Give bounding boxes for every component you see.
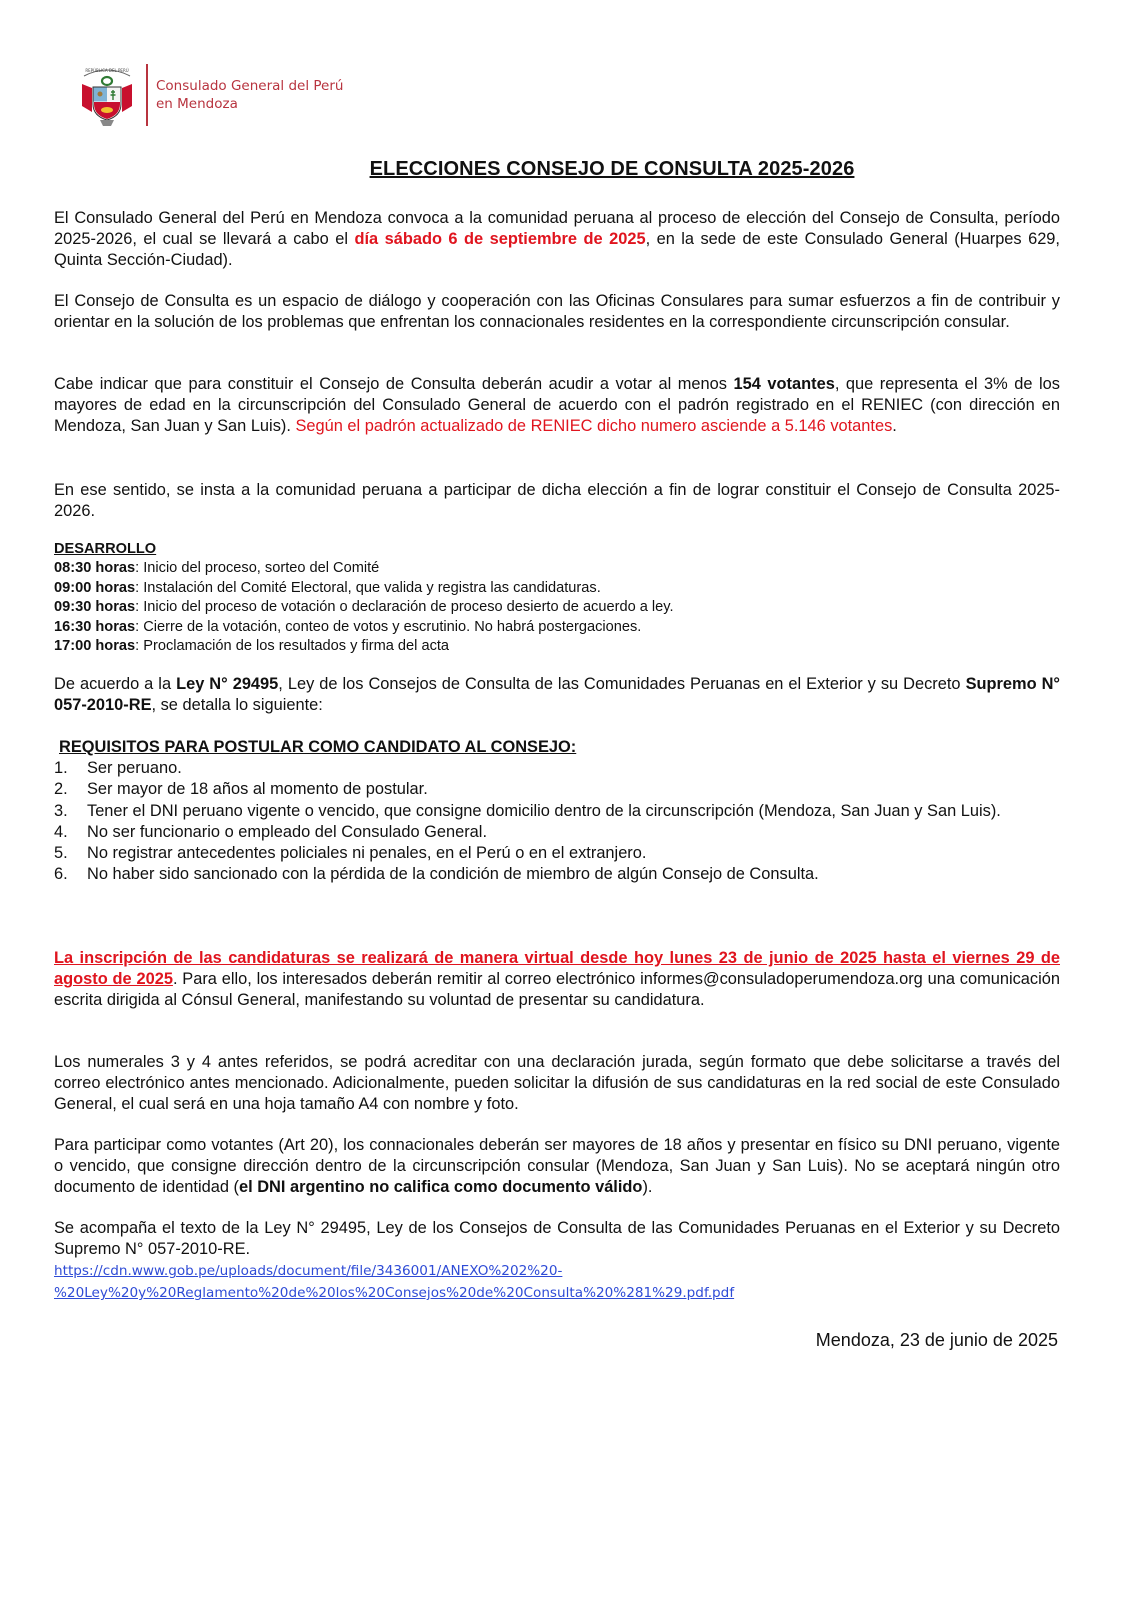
paragraph-legal-basis: De acuerdo a la Ley N° 29495, Ley de los Consejos de Consulta de las Comunidades Peruanas en el Exterior y su Decreto Supremo N° 057-2010-RE, se detalla lo siguiente: (54, 675, 1060, 715)
paragraph-voter-requirements: Para participar como votantes (Art 20), los connacionales deberán ser mayores de 18 años y presentar en físico su DNI peruano, vigente o vencido, que consigne dirección dentro de la circunscripción consular (Mendoza, San Juan y San Luis). No se aceptará ningún otro documento de identidad (el DNI argentino no califica como documento válido). (54, 1136, 1060, 1197)
paragraph-registration: La inscripción de las candidaturas se realizará de manera virtual desde hoy lunes 23 de junio de 2025 hasta el viernes 29 de agosto de 2025. Para ello, los interesados deberán remitir al correo electrónico informes@consuladoperumendoza.org una comunicación escrita dirigida al Cónsul General, manifestando su voluntad de presentar su candidatura. (54, 949, 1060, 1010)
requirement-item: 4. No ser funcionario o empleado del Consulado General. (54, 822, 487, 841)
paragraph-sworn-statement: Los numerales 3 y 4 antes referidos, se podrá acreditar con una declaración jurada, según formato que debe solicitarse a través del correo electrónico antes mencionado. Adicionalmente, pueden solicitar la difusión de sus candidaturas en la red social de este Consulado General, el cual será en una hoja tamaño A4 con nombre y foto. (54, 1053, 1060, 1114)
requirement-item: 2. Ser mayor de 18 años al momento de postular. (54, 780, 428, 799)
requirements-heading: REQUISITOS PARA POSTULAR COMO CANDIDATO AL CONSEJO: (59, 738, 577, 756)
law-document-link[interactable]: https://cdn.www.gob.pe/uploads/document/file/3436001/ANEXO%202%20- %20Ley%20y%20Reglamento%20de%20los%20Consejos%20de%20Consulta%20%281%29.pdf.pdf (54, 1263, 735, 1302)
requirement-item: 1. Ser peruano. (54, 759, 182, 778)
schedule-item: 09:30 horas: Inicio del proceso de votación o declaración de proceso desierto de acuerdo a ley. (54, 599, 674, 616)
requirements-section (54, 737, 1060, 885)
paragraph-law-attachment: Se acompaña el texto de la Ley N° 29495, Ley de los Consejos de Consulta de las Comunidades Peruanas en el Exterior y su Decreto Supremo N° 057-2010-RE. https://cdn.www.gob.pe/uploads/document/file/3436001/ANEXO%202%20- %20Ley%20y%20Reglamento%20de%20los%20Consejos%20de%20Consulta%20%281%29.pdf.pdf (54, 1218, 1060, 1304)
paragraph-invitation: En ese sentido, se insta a la comunidad peruana a participar de dicha elección a fin de lograr constituir el Consejo de Consulta 2025-2026. (54, 481, 1060, 521)
letterhead-divider (146, 64, 148, 126)
decree-number: Supremo N° 057-2010-RE (54, 675, 1060, 715)
requirement-item: 5. No registrar antecedentes policiales ni penales, en el Perú o en el extranjero. (54, 844, 647, 863)
requirement-item: 6. No haber sido sancionado con la pérdida de la condición de miembro de algún Consejo de Consulta. (54, 865, 819, 884)
schedule-heading: DESARROLLO (54, 541, 157, 557)
argentine-dni-notice: el DNI argentino no califica como documento válido (238, 1178, 643, 1197)
minimum-voters: 154 votantes (733, 375, 835, 393)
consulate-name-line1: Consulado General del Perú (156, 78, 344, 94)
consulate-name (156, 77, 343, 113)
election-date: día sábado 6 de septiembre de 2025 (354, 230, 646, 249)
schedule-item: 09:00 horas: Instalación del Comité Electoral, que valida y registra las candidaturas. (54, 579, 601, 596)
consulate-name-line2: en Mendoza (156, 96, 238, 112)
schedule-item: 08:30 horas: Inicio del proceso, sorteo del Comité (54, 560, 380, 577)
peru-coat-of-arms-icon (78, 62, 136, 128)
svg-text:REPÚBLICA DEL PERÚ: REPÚBLICA DEL PERÚ (85, 68, 129, 73)
law-number: Ley N° 29495 (176, 675, 279, 693)
reniec-voter-count: Según el padrón actualizado de RENIEC dicho numero asciende a 5.146 votantes (295, 417, 893, 436)
paragraph-voter-quorum: Cabe indicar que para constituir el Consejo de Consulta deberán acudir a votar al menos 154 votantes, que representa el 3% de los mayores de edad en la circunscripción del Consulado General de acuerdo con el padrón registrado en el RENIEC (con dirección en Mendoza, San Juan y San Luis). Según el padrón actualizado de RENIEC dicho numero asciende a 5.146 votantes. (54, 375, 1060, 436)
registration-period: La inscripción de las candidaturas se realizará de manera virtual desde hoy lunes 23 de junio de 2025 hasta el viernes 29 de agosto de 2025 (54, 949, 1060, 989)
schedule-item: 16:30 horas: Cierre de la votación, conteo de votos y escrutinio. No habrá postergaciones. (54, 618, 642, 635)
requirements-list (54, 758, 1060, 885)
paragraph-council-description: El Consejo de Consulta es un espacio de diálogo y cooperación con las Oficinas Consulares para sumar esfuerzos a fin de contribuir y orientar en la solución de los problemas que enfrentan los connacionales residentes en la correspondiente circunscripción consular. (54, 292, 1060, 332)
place-and-date: Mendoza, 23 de junio de 2025 (815, 1330, 1058, 1350)
schedule-item: 17:00 horas: Proclamación de los resultados y firma del acta (54, 638, 450, 655)
schedule-section (54, 540, 674, 656)
requirement-item: 3. Tener el DNI peruano vigente o vencido, que consigne domicilio dentro de la circunscripción (Mendoza, San Juan y San Luis). (54, 801, 1001, 820)
document-title: ELECCIONES CONSEJO DE CONSULTA 2025-2026 (369, 158, 855, 180)
letterhead (78, 60, 343, 130)
paragraph-convocation: El Consulado General del Perú en Mendoza convoca a la comunidad peruana al proceso de elección del Consejo de Consulta, período 2025-2026, el cual se llevará a cabo el día sábado 6 de septiembre de 2025, en la sede de este Consulado General (Huarpes 629, Quinta Sección-Ciudad). (54, 209, 1060, 270)
